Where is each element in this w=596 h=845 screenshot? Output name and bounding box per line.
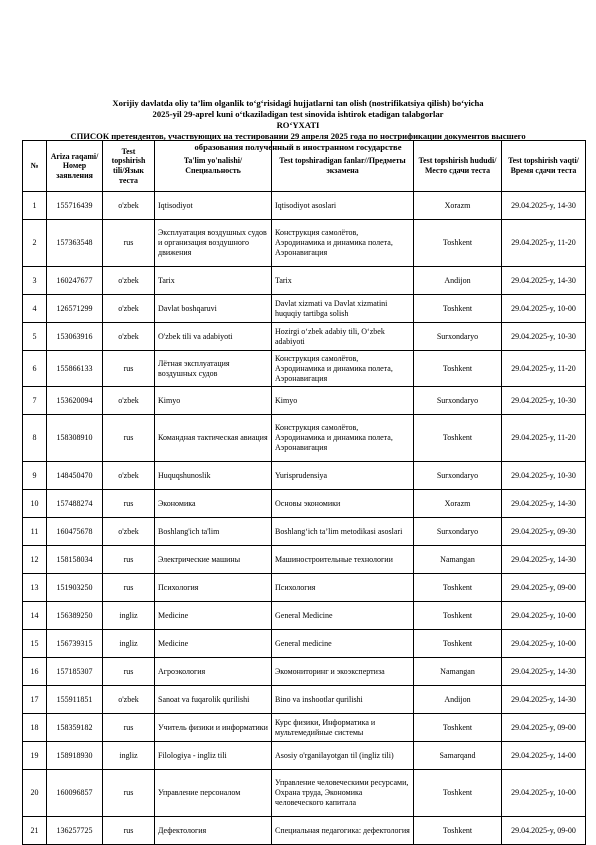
application-number-cell: 126571299: [47, 295, 103, 323]
test-region-cell: Toshkent: [414, 574, 502, 602]
row-number-cell: 2: [23, 220, 47, 267]
specialty-cell: Sanoat va fuqarolik qurilishi: [155, 686, 272, 714]
application-number-cell: 157185307: [47, 658, 103, 686]
test-region-cell: Toshkent: [414, 220, 502, 267]
exam-subjects-cell: Конструкция самолётов, Аэродинамика и динамика полета, Аэронавигация: [272, 220, 414, 267]
test-region-cell: Namangan: [414, 658, 502, 686]
exam-subjects-cell: Машиностроительные технологии: [272, 546, 414, 574]
test-region-cell: Toshkent: [414, 817, 502, 845]
col-header-time: Test topshirish vaqti/Время сдачи теста: [502, 141, 586, 192]
application-number-cell: 160247677: [47, 267, 103, 295]
specialty-cell: Дефектология: [155, 817, 272, 845]
test-region-cell: Namangan: [414, 546, 502, 574]
test-region-cell: Surxondaryo: [414, 462, 502, 490]
row-number-cell: 21: [23, 817, 47, 845]
test-language-cell: o'zbek: [103, 323, 155, 351]
header-line-5: образования полученный в иностранном государстве: [194, 142, 402, 152]
application-number-cell: 157363548: [47, 220, 103, 267]
specialty-cell: Электрические машины: [155, 546, 272, 574]
test-time-cell: 29.04.2025-y, 10-30: [502, 323, 586, 351]
exam-subjects-cell: Bino va inshootlar qurilishi: [272, 686, 414, 714]
row-number-cell: 11: [23, 518, 47, 546]
specialty-cell: Управление персоналом: [155, 770, 272, 817]
test-time-cell: 29.04.2025-y, 14-30: [502, 192, 586, 220]
test-region-cell: Surxondaryo: [414, 323, 502, 351]
col-header-region: Test topshirish hududi/ Место сдачи теста: [414, 141, 502, 192]
test-language-cell: o'zbek: [103, 518, 155, 546]
test-language-cell: rus: [103, 220, 155, 267]
table-row: [23, 323, 586, 351]
test-region-cell: Toshkent: [414, 295, 502, 323]
row-number-cell: 1: [23, 192, 47, 220]
row-number-cell: 8: [23, 415, 47, 462]
test-time-cell: 29.04.2025-y, 11-20: [502, 351, 586, 387]
application-number-cell: 155716439: [47, 192, 103, 220]
test-region-cell: Andijon: [414, 267, 502, 295]
table-row: [23, 770, 586, 817]
header-line-2: 2025-yil 29-aprel kuni o‘tkaziladigan test sinovida ishtirok etadigan talabgorlar: [152, 109, 444, 119]
specialty-cell: Эксплуатация воздушных судов и организация воздушного движения: [155, 220, 272, 267]
specialty-cell: Лётная эксплуатация воздушных судов: [155, 351, 272, 387]
test-language-cell: ingliz: [103, 742, 155, 770]
table-row: [23, 546, 586, 574]
col-header-number: №: [23, 141, 47, 192]
specialty-cell: Командная тактическая авиация: [155, 415, 272, 462]
exam-subjects-cell: Hozirgi o‘zbek adabiy tili, O‘zbek adabiyoti: [272, 323, 414, 351]
test-region-cell: Surxondaryo: [414, 518, 502, 546]
test-region-cell: Samarqand: [414, 742, 502, 770]
exam-subjects-cell: Tarix: [272, 267, 414, 295]
row-number-cell: 6: [23, 351, 47, 387]
test-language-cell: o'zbek: [103, 462, 155, 490]
table-row: [23, 574, 586, 602]
test-language-cell: rus: [103, 817, 155, 845]
test-time-cell: 29.04.2025-y, 14-30: [502, 686, 586, 714]
test-time-cell: 29.04.2025-y, 14-00: [502, 742, 586, 770]
exam-subjects-cell: Davlat xizmati va Davlat xizmatini huquqiy tartibga solish: [272, 295, 414, 323]
test-time-cell: 29.04.2025-y, 14-30: [502, 490, 586, 518]
test-time-cell: 29.04.2025-y, 10-00: [502, 630, 586, 658]
col-header-subjects: Test topshiradigan fanlar//Предметы экзамена: [272, 141, 414, 192]
application-number-cell: 157488274: [47, 490, 103, 518]
exam-subjects-cell: Boshlang‘ich ta’lim metodikasi asoslari: [272, 518, 414, 546]
test-time-cell: 29.04.2025-y, 10-30: [502, 387, 586, 415]
table-row: [23, 742, 586, 770]
specialty-cell: Huquqshunoslik: [155, 462, 272, 490]
table-row: [23, 658, 586, 686]
test-language-cell: ingliz: [103, 602, 155, 630]
test-region-cell: Toshkent: [414, 630, 502, 658]
row-number-cell: 4: [23, 295, 47, 323]
test-time-cell: 29.04.2025-y, 10-00: [502, 602, 586, 630]
table-row: [23, 817, 586, 845]
test-language-cell: rus: [103, 351, 155, 387]
test-language-cell: o'zbek: [103, 387, 155, 415]
application-number-cell: 158918930: [47, 742, 103, 770]
application-number-cell: 158359182: [47, 714, 103, 742]
test-time-cell: 29.04.2025-y, 10-30: [502, 462, 586, 490]
table-row: [23, 518, 586, 546]
header-line-3: RO‘YXATI: [276, 120, 320, 130]
exam-subjects-cell: Kimyo: [272, 387, 414, 415]
specialty-cell: Агроэкология: [155, 658, 272, 686]
test-language-cell: rus: [103, 770, 155, 817]
test-region-cell: Xorazm: [414, 490, 502, 518]
specialty-cell: Kimyo: [155, 387, 272, 415]
row-number-cell: 17: [23, 686, 47, 714]
test-time-cell: 29.04.2025-y, 14-30: [502, 267, 586, 295]
row-number-cell: 7: [23, 387, 47, 415]
test-language-cell: o'zbek: [103, 267, 155, 295]
application-number-cell: 136257725: [47, 817, 103, 845]
row-number-cell: 12: [23, 546, 47, 574]
test-region-cell: Andijon: [414, 686, 502, 714]
row-number-cell: 15: [23, 630, 47, 658]
row-number-cell: 9: [23, 462, 47, 490]
specialty-cell: Психология: [155, 574, 272, 602]
test-time-cell: 29.04.2025-y, 10-00: [502, 770, 586, 817]
col-header-application: Ariza raqami/ Номер заявления: [47, 141, 103, 192]
row-number-cell: 20: [23, 770, 47, 817]
test-time-cell: 29.04.2025-y, 11-20: [502, 415, 586, 462]
row-number-cell: 19: [23, 742, 47, 770]
table-row: [23, 295, 586, 323]
test-time-cell: 29.04.2025-y, 09-00: [502, 817, 586, 845]
application-number-cell: 160475678: [47, 518, 103, 546]
application-number-cell: 155911851: [47, 686, 103, 714]
test-time-cell: 29.04.2025-y, 14-30: [502, 658, 586, 686]
test-time-cell: 29.04.2025-y, 14-30: [502, 546, 586, 574]
specialty-cell: Экономика: [155, 490, 272, 518]
test-time-cell: 29.04.2025-y, 09-00: [502, 574, 586, 602]
exam-subjects-cell: Управление человеческими ресурсами, Охрана труда, Экономика человеческого капитала: [272, 770, 414, 817]
row-number-cell: 3: [23, 267, 47, 295]
test-language-cell: o'zbek: [103, 686, 155, 714]
col-header-specialty: Ta'lim yo'nalishi/ Специальность: [155, 141, 272, 192]
exam-subjects-cell: Iqtisodiyot asoslari: [272, 192, 414, 220]
table-row: [23, 387, 586, 415]
specialty-cell: Iqtisodiyot: [155, 192, 272, 220]
application-number-cell: 151903250: [47, 574, 103, 602]
exam-subjects-cell: Экомониторинг и экоэкспертиза: [272, 658, 414, 686]
exam-subjects-cell: Курс физики, Информатика и мультемедийные системы: [272, 714, 414, 742]
test-region-cell: Toshkent: [414, 714, 502, 742]
table-row: [23, 602, 586, 630]
test-time-cell: 29.04.2025-y, 09-00: [502, 714, 586, 742]
application-number-cell: 153063916: [47, 323, 103, 351]
row-number-cell: 14: [23, 602, 47, 630]
test-time-cell: 29.04.2025-y, 10-00: [502, 295, 586, 323]
test-language-cell: rus: [103, 714, 155, 742]
table-row: [23, 220, 586, 267]
exam-subjects-cell: Asosiy o'rganilayotgan til (ingliz tili): [272, 742, 414, 770]
test-time-cell: 29.04.2025-y, 09-30: [502, 518, 586, 546]
test-language-cell: rus: [103, 546, 155, 574]
specialty-cell: Boshlang'ich ta'lim: [155, 518, 272, 546]
test-region-cell: Surxondaryo: [414, 387, 502, 415]
table-header-row: [23, 141, 586, 192]
specialty-cell: Filologiya - ingliz tili: [155, 742, 272, 770]
test-language-cell: rus: [103, 574, 155, 602]
application-number-cell: 158308910: [47, 415, 103, 462]
application-number-cell: 158158034: [47, 546, 103, 574]
exam-subjects-cell: Основы экономики: [272, 490, 414, 518]
specialty-cell: O'zbek tili va adabiyoti: [155, 323, 272, 351]
specialty-cell: Учитель физики и информатики: [155, 714, 272, 742]
exam-subjects-cell: General Medicine: [272, 602, 414, 630]
table-row: [23, 490, 586, 518]
row-number-cell: 10: [23, 490, 47, 518]
exam-subjects-cell: Психология: [272, 574, 414, 602]
specialty-cell: Medicine: [155, 602, 272, 630]
test-region-cell: Toshkent: [414, 415, 502, 462]
specialty-cell: Davlat boshqaruvi: [155, 295, 272, 323]
table-row: [23, 415, 586, 462]
test-language-cell: rus: [103, 490, 155, 518]
test-language-cell: rus: [103, 415, 155, 462]
test-region-cell: Toshkent: [414, 770, 502, 817]
exam-subjects-cell: Специальная педагогика: дефектология: [272, 817, 414, 845]
col-header-language: Test topshirish tili/Язык теста: [103, 141, 155, 192]
table-row: [23, 462, 586, 490]
specialty-cell: Medicine: [155, 630, 272, 658]
application-number-cell: 153620094: [47, 387, 103, 415]
exam-subjects-cell: General medicine: [272, 630, 414, 658]
test-language-cell: o'zbek: [103, 192, 155, 220]
test-language-cell: rus: [103, 658, 155, 686]
application-number-cell: 156739315: [47, 630, 103, 658]
table-row: [23, 192, 586, 220]
test-time-cell: 29.04.2025-y, 11-20: [502, 220, 586, 267]
row-number-cell: 5: [23, 323, 47, 351]
header-line-4: СПИСОК претендентов, участвующих на тестировании 29 апреля 2025 года по нострификации документов высшего: [70, 131, 526, 141]
application-number-cell: 148450470: [47, 462, 103, 490]
exam-subjects-cell: Конструкция самолётов, Аэродинамика и динамика полета, Аэронавигация: [272, 415, 414, 462]
exam-subjects-cell: Конструкция самолётов, Аэродинамика и динамика полета, Аэронавигация: [272, 351, 414, 387]
test-language-cell: o'zbek: [103, 295, 155, 323]
header-line-1: Xorijiy davlatda oliy ta’lim olganlik to‘g‘risidagi hujjatlarni tan olish (nostrifikatsiya qilish) bo‘yicha: [112, 98, 484, 108]
row-number-cell: 16: [23, 658, 47, 686]
table-row: [23, 686, 586, 714]
row-number-cell: 13: [23, 574, 47, 602]
test-region-cell: Toshkent: [414, 602, 502, 630]
table-row: [23, 630, 586, 658]
table-row: [23, 714, 586, 742]
row-number-cell: 18: [23, 714, 47, 742]
application-number-cell: 156389250: [47, 602, 103, 630]
candidates-table: [22, 140, 586, 845]
application-number-cell: 160096857: [47, 770, 103, 817]
specialty-cell: Tarix: [155, 267, 272, 295]
application-number-cell: 155866133: [47, 351, 103, 387]
test-language-cell: ingliz: [103, 630, 155, 658]
test-region-cell: Xorazm: [414, 192, 502, 220]
table-row: [23, 267, 586, 295]
test-region-cell: Toshkent: [414, 351, 502, 387]
table-row: [23, 351, 586, 387]
exam-subjects-cell: Yurisprudensiya: [272, 462, 414, 490]
